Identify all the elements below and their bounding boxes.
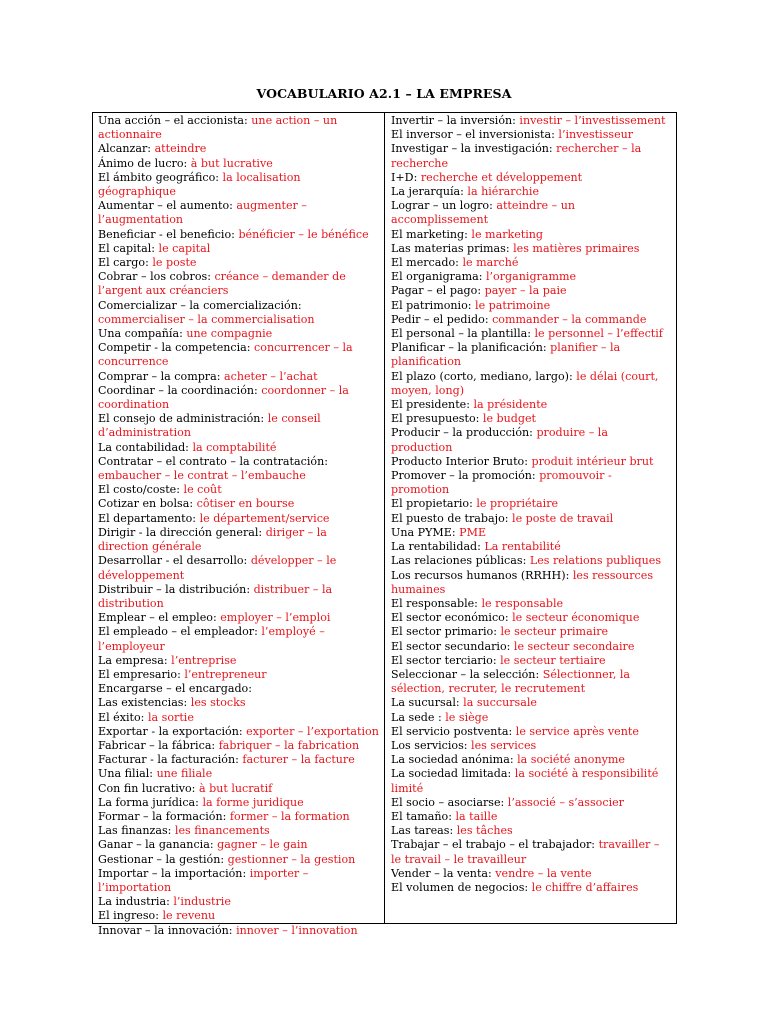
french-translation: l’associé – s’associer [507,795,624,809]
french-translation: gagner – le gain [217,838,308,852]
vocab-entry [98,228,380,242]
spanish-term: El personal – la plantilla: [391,327,535,341]
spanish-term: Trabajar – el trabajo – el trabajador: [391,838,599,852]
vocab-entry [98,853,380,867]
french-translation: exporter – l’exportation [246,724,379,738]
vocab-entry [98,725,380,739]
spanish-term: El socio – asociarse: [391,795,508,809]
spanish-term: Dirigir - la dirección general: [98,525,266,539]
french-translation: le revenu [162,909,216,923]
spanish-term: Planificar – la planificación: [391,341,551,355]
spanish-term: El sector primario: [391,625,501,639]
spanish-term: La rentabilidad: [391,540,485,554]
french-translation: l’investisseur [558,128,634,142]
spanish-term: Cobrar – los cobros: [98,270,215,284]
vocab-entry [98,199,380,227]
french-translation: recherche et développement [420,170,583,184]
french-translation: à but lucratif [198,781,273,795]
french-translation: une action – un actionnaire [98,114,338,142]
vocab-entry [391,867,672,881]
vocab-entry [98,114,380,142]
french-translation: les financements [174,824,270,838]
vocab-entry [98,739,380,753]
french-translation: l’industrie [173,895,231,909]
spanish-term: El puesto de trabajo: [391,511,513,525]
spanish-term: La forma jurídica: [98,795,203,809]
french-translation: le secteur tertiaire [500,653,606,667]
vocab-entry [98,824,380,838]
vocab-entry [391,512,672,526]
french-translation: commander – la commande [492,312,647,326]
vocab-entry [98,924,380,938]
spanish-term: Competir - la competencia: [98,341,255,355]
vocab-entry [391,569,672,597]
vocab-entry [98,810,380,824]
vocab-entry [391,611,672,625]
vocab-entry [98,711,380,725]
vocab-entry [98,327,380,341]
spanish-term: Coordinar – la coordinación: [98,383,262,397]
french-translation: le département/service [199,511,330,525]
spanish-term: Desarrollar - el desarrollo: [98,554,251,568]
spanish-term: Innovar – la innovación: [98,923,237,937]
vocabulary-table [92,112,677,937]
vocab-entry [391,412,672,426]
french-translation: l’organigramme [485,270,577,284]
french-translation: le secteur primaire [500,625,609,639]
french-translation: le service après vente [515,724,639,738]
vocab-entry [98,412,380,440]
french-translation: les services [471,738,537,752]
spanish-term: El presupuesto: [391,412,483,426]
french-translation: la présidente [473,398,548,412]
vocab-entry [98,611,380,625]
spanish-term: Importar – la importación: [98,866,250,880]
french-translation: le propriétaire [476,497,559,511]
vocabulary-column-right [385,113,676,923]
vocab-entry [391,668,672,696]
spanish-term: Las materias primas: [391,241,514,255]
vocab-entry [391,284,672,298]
french-translation: le marché [462,256,519,270]
spanish-term: La contabilidad: [98,440,193,454]
spanish-term: El sector secundario: [391,639,514,653]
french-translation: le patrimoine [475,298,551,312]
vocab-entry [98,526,380,554]
vocab-entry [98,654,380,668]
spanish-term: Las tareas: [391,824,457,838]
vocab-entry [391,114,672,128]
french-translation: la hiérarchie [467,185,540,199]
french-translation: la succursale [463,696,537,710]
french-translation: les matières primaires [513,241,640,255]
vocab-entry [98,895,380,909]
vocab-entry [391,810,672,824]
vocab-entry [98,668,380,682]
spanish-term: El responsable: [391,596,482,610]
french-translation: la forme juridique [202,795,304,809]
vocab-entry [391,299,672,313]
vocab-entry [391,625,672,639]
vocab-entry [98,370,380,384]
spanish-term: La empresa: [98,653,172,667]
vocab-entry [391,313,672,327]
vocab-entry [98,142,380,156]
french-translation: facturer – la facture [242,753,355,767]
vocabulary-column-left [93,113,385,937]
vocab-entry [98,583,380,611]
vocab-entry [391,256,672,270]
french-translation: la comptabilité [192,440,277,454]
spanish-term: La jerarquía: [391,185,468,199]
french-translation: fabriquer – la fabrication [218,738,360,752]
vocab-entry [391,526,672,540]
vocab-entry [391,881,672,895]
vocab-entry [98,242,380,256]
vocab-entry [391,753,672,767]
vocab-entry [391,597,672,611]
spanish-term: Comprar – la compra: [98,369,224,383]
vocab-entry [98,270,380,298]
vocab-entry [391,767,672,795]
spanish-term: El empleado – el empleador: [98,625,262,639]
french-translation: PME [459,525,487,539]
spanish-term: Invertir – la inversión: [391,114,520,127]
french-translation: le secteur secondaire [513,639,635,653]
spanish-term: El empresario: [98,667,185,681]
vocab-entry [98,625,380,653]
french-translation: les stocks [190,696,246,710]
french-translation: produire – la production [391,426,608,454]
vocab-entry [98,782,380,796]
spanish-term: Las existencias: [98,696,191,710]
spanish-term: El presidente: [391,398,474,412]
vocab-entry [98,838,380,852]
french-translation: le personnel – l’effectif [534,327,663,341]
french-translation: le secteur économique [512,611,640,625]
vocab-entry [391,327,672,341]
vocab-entry [98,455,380,483]
vocab-entry [98,512,380,526]
vocab-entry [98,682,380,696]
vocab-entry [391,739,672,753]
vocab-entry [98,157,380,171]
spanish-term: I+D: [391,170,421,184]
vocab-entry [391,640,672,654]
spanish-term: Seleccionar – la selección: [391,667,543,681]
spanish-term: El ámbito geográfico: [98,170,223,184]
vocab-entry [98,554,380,582]
vocab-entry [391,455,672,469]
spanish-term: La sociedad anónima: [391,753,518,767]
spanish-term: Emplear – el empleo: [98,611,221,625]
french-translation: atteindre [154,142,207,156]
spanish-term: Fabricar – la fábrica: [98,738,219,752]
spanish-term: El departamento: [98,511,200,525]
spanish-term: Exportar - la exportación: [98,724,247,738]
french-translation: planifier – la planification [391,341,621,369]
spanish-term: El propietario: [391,497,477,511]
french-translation: les tâches [456,824,513,838]
spanish-term: La sucursal: [391,696,464,710]
spanish-term: Promover – la promoción: [391,469,540,483]
french-translation: payer – la paie [484,284,567,298]
spanish-term: Cotizar en bolsa: [98,497,197,511]
spanish-term: Vender – la venta: [391,866,496,880]
spanish-term: Con fin lucrativo: [98,781,199,795]
french-translation: vendre – la vente [495,866,592,880]
french-translation: acheter – l’achat [224,369,318,383]
vocab-entry [391,654,672,668]
vocab-entry [391,142,672,170]
vocab-entry [98,753,380,767]
french-translation: le délai (court, moyen, long) [391,369,659,397]
vocab-entry [391,370,672,398]
vocab-entry [391,725,672,739]
spanish-term: Ganar – la ganancia: [98,838,218,852]
spanish-term: Gestionar – la gestión: [98,852,228,866]
french-translation: embaucher – le contrat – l’embauche [98,469,306,483]
spanish-term: La sociedad limitada: [391,767,515,781]
vocab-entry [98,497,380,511]
french-translation: les ressources humaines [391,568,654,596]
french-translation: diriger – la direction générale [98,525,327,554]
french-translation: une compagnie [186,327,273,341]
spanish-term: El costo/coste: [98,483,184,497]
french-translation: créance – demander de l’argent aux créanciers [98,270,346,298]
vocab-entry [98,441,380,455]
spanish-term: El organigrama: [391,270,486,284]
vocab-entry [391,796,672,810]
spanish-term: Aumentar – el aumento: [98,199,237,213]
vocab-entry [98,299,380,327]
vocab-entry [98,341,380,369]
spanish-term: Los servicios: [391,738,472,752]
vocab-entry [391,469,672,497]
vocab-entry [98,696,380,710]
spanish-term: Lograr – un logro: [391,199,497,213]
vocab-entry [98,867,380,895]
vocab-entry [98,796,380,810]
french-translation: commercialiser – la commercialisation [98,312,315,326]
spanish-term: El servicio postventa: [391,724,516,738]
vocab-entry [98,909,380,923]
vocab-entry [391,711,672,725]
french-translation: une filiale [156,767,213,781]
vocab-entry [391,426,672,454]
spanish-term: Alcanzar: [98,142,155,156]
spanish-term: Beneficiar - el beneficio: [98,227,239,241]
spanish-term: Las relaciones públicas: [391,554,530,568]
french-translation: le coût [183,483,222,497]
spanish-term: Una compañía: [98,327,187,341]
french-translation: Les relations publiques [529,554,662,568]
french-translation: le responsable [481,596,564,610]
french-translation: former – la formation [229,809,350,823]
french-translation: côtiser en bourse [196,497,295,511]
french-translation: employer – l’emploi [220,611,331,625]
vocab-entry [98,384,380,412]
french-translation: concurrencer – la concurrence [98,341,353,369]
spanish-term: Contratar – el contrato – la contratación: [98,454,328,468]
french-translation: investir – l’investissement [519,114,666,127]
french-translation: la taille [455,809,498,823]
french-translation: le siège [445,710,489,724]
spanish-term: El volumen de negocios: [391,880,532,894]
vocab-entry [391,185,672,199]
french-translation: le conseil d’administration [98,412,321,440]
spanish-term: Producto Interior Bruto: [391,454,532,468]
spanish-term: El cargo: [98,256,153,270]
spanish-term: El plazo (corto, mediano, largo): [391,369,577,383]
spanish-term: El marketing: [391,227,472,241]
french-translation: la localisation géographique [98,170,301,199]
vocab-entry [391,540,672,554]
french-translation: développer – le développement [98,554,337,582]
vocab-entry [98,483,380,497]
vocab-entry [98,256,380,270]
vocab-entry [98,171,380,199]
french-translation: la société anonyme [517,753,625,767]
french-translation: promouvoir - promotion [391,469,612,497]
french-translation: importer – l’importation [98,866,309,894]
spanish-term: Una filial: [98,767,157,781]
french-translation: le chiffre d’affaires [531,880,639,894]
spanish-term: Formar – la formación: [98,809,230,823]
french-translation: à but lucrative [190,156,273,170]
french-translation: le poste de travail [512,511,614,525]
spanish-term: Pagar – el pago: [391,284,485,298]
spanish-term: Una PYME: [391,525,460,539]
spanish-term: El tamaño: [391,809,456,823]
french-translation: la société à responsibilité limité [391,767,659,795]
spanish-term: Una acción – el accionista: [98,114,252,127]
vocab-entry [98,767,380,781]
vocab-entry [391,341,672,369]
french-translation: produit intérieur brut [531,454,654,468]
vocab-entry [391,398,672,412]
french-translation: atteindre – un accomplissement [391,199,576,227]
french-translation: le marketing [471,227,544,241]
french-translation: l’entreprise [171,653,237,667]
page-title: VOCABULARIO A2.1 – LA EMPRESA [256,86,512,101]
french-translation: innover – l’innovation [236,923,358,937]
vocab-entry [391,228,672,242]
spanish-term: El sector terciario: [391,653,501,667]
spanish-term: Comercializar – la comercialización: [98,298,302,312]
spanish-term: El mercado: [391,256,463,270]
french-translation: distribuer – la distribution [98,582,333,610]
french-translation: la sortie [147,710,194,724]
spanish-term: El patrimonio: [391,298,476,312]
vocab-entry [391,824,672,838]
french-translation: coordonner – la coordination [98,383,349,412]
spanish-term: Distribuir – la distribución: [98,582,254,596]
spanish-term: La sede : [391,710,446,724]
french-translation: augmenter – l’augmentation [98,199,307,227]
spanish-term: El capital: [98,241,159,255]
french-translation: le capital [158,241,211,255]
french-translation: le poste [152,256,197,270]
vocab-entry [391,128,672,142]
vocab-entry [391,270,672,284]
spanish-term: Ánimo de lucro: [98,156,191,170]
spanish-term: Los recursos humanos (RRHH): [391,568,573,582]
french-translation: le budget [482,412,537,426]
spanish-term: El inversor – el inversionista: [391,128,559,142]
spanish-term: El ingreso: [98,909,163,923]
vocab-entry [391,497,672,511]
spanish-term: El sector económico: [391,611,513,625]
spanish-term: La industria: [98,895,174,909]
french-translation: travailler – le travail – le travailleur [391,838,660,866]
french-translation: bénéficier – le bénéfice [238,227,369,241]
vocab-entry [391,554,672,568]
spanish-term: Facturar - la facturación: [98,753,243,767]
vocab-entry [391,199,672,227]
vocab-entry [391,696,672,710]
french-translation: l’entrepreneur [184,667,267,681]
vocab-entry [391,171,672,185]
french-translation: La rentabilité [484,540,561,554]
spanish-term: Investigar – la investigación: [391,142,557,156]
spanish-term: Pedir – el pedido: [391,312,493,326]
spanish-term: El éxito: [98,710,148,724]
spanish-term: Encargarse – el encargado: [98,682,252,696]
vocab-entry [391,242,672,256]
french-translation: l’employé – l’employeur [98,625,325,653]
vocab-entry [391,838,672,866]
french-translation: Sélectionner, la sélection, recruter, le recrutement [391,667,631,696]
spanish-term: Las finanzas: [98,824,175,838]
spanish-term: Producir – la producción: [391,426,537,440]
french-translation: gestionner – la gestion [227,852,356,866]
spanish-term: El consejo de administración: [98,412,268,426]
french-translation: rechercher – la recherche [391,142,642,170]
